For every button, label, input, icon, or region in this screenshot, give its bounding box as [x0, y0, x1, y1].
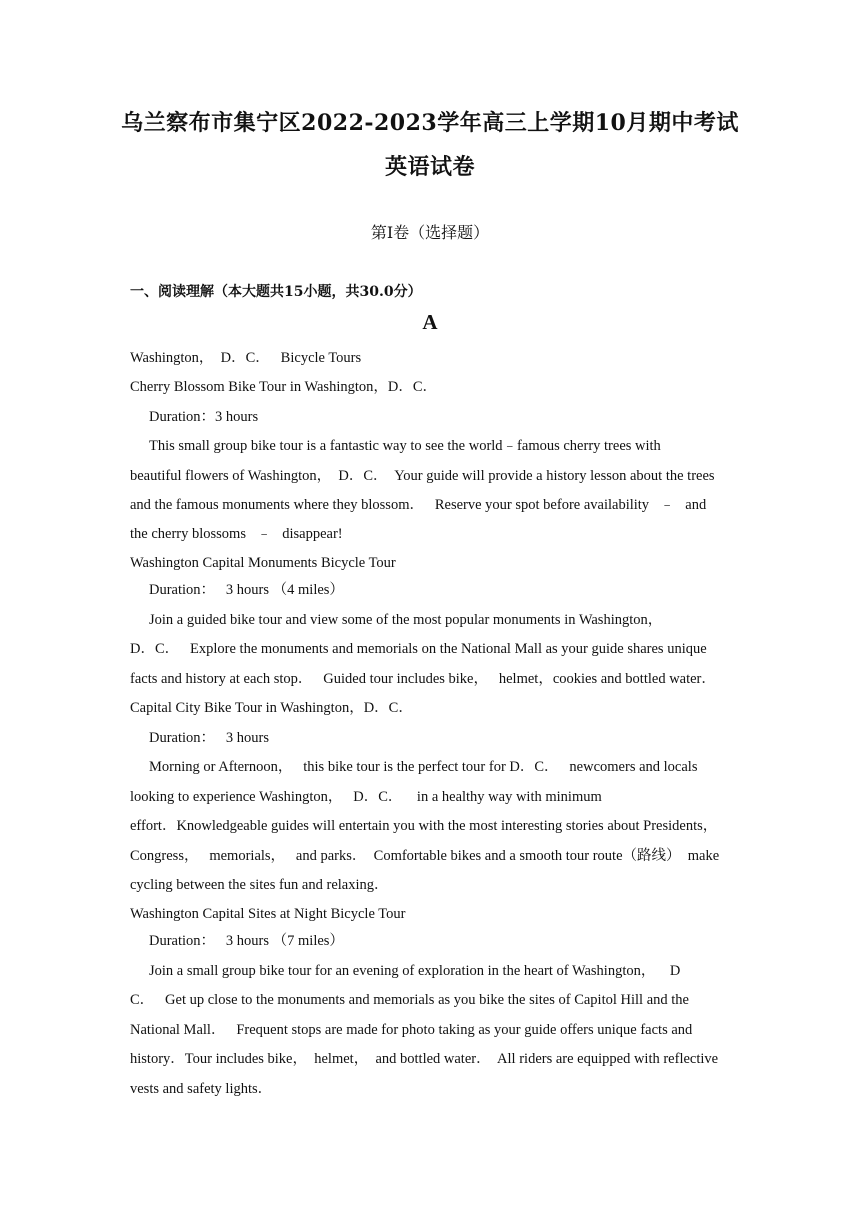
tour-name: Cherry Blossom Bike Tour in Washington，D．C． [130, 379, 438, 395]
passage-line: Morning or Afternoon， this bike tour is the perfect tour for D．C． newcomers and locals [149, 759, 698, 775]
section-title: 第Ⅰ卷（选择题） [370, 223, 490, 242]
passage-line: C． Get up close to the monuments and memorials as you bike the sites of Capitol Hill and the [130, 992, 689, 1008]
tour-name: Capital City Bike Tour in Washington，D．C． [130, 700, 413, 716]
tour-duration: Duration： 3 hours [149, 730, 270, 746]
passage-heading: Washington， D．C． Bicycle Tours [130, 350, 362, 366]
tour-name: Washington Capital Monuments Bicycle Tour [130, 555, 396, 571]
passage-line: Join a small group bike tour for an evening of exploration in the heart of Washington， D [149, 963, 681, 979]
passage-line: Congress， memorials， and parks． Comfortable bikes and a smooth tour route（路线） make [130, 848, 720, 864]
passage-line: the cherry blossoms ﹣ disappear! [130, 526, 343, 542]
tour-duration: Duration：3 hours [149, 409, 259, 425]
tour-duration: Duration： 3 hours （7 miles） [149, 933, 344, 949]
passage-line: Join a guided bike tour and view some of the most popular monuments in Washington， [149, 612, 663, 628]
passage-line: cycling between the sites fun and relaxing． [130, 877, 389, 893]
exam-title: 乌兰察布市集宁区2022-2023学年高三上学期10月期中考试 [121, 110, 739, 136]
passage-line: and the famous monuments where they blossom． Reserve your spot before availability ﹣ and [130, 497, 707, 513]
passage-line: This small group bike tour is a fantastic way to see the world﹣famous cherry trees with [149, 438, 661, 454]
passage-line: D．C． Explore the monuments and memorials on the National Mall as your guide shares unique [130, 641, 707, 657]
passage-line: facts and history at each stop． Guided tour includes bike， helmet，cookies and bottled water． [130, 671, 716, 687]
tour-duration: Duration： 3 hours （4 miles） [149, 582, 344, 598]
passage-label: A [422, 310, 438, 334]
passage-line: looking to experience Washington， D．C． in a healthy way with minimum [130, 789, 602, 805]
exam-subtitle: 英语试卷 [384, 154, 475, 180]
part-heading: 一、阅读理解（本大题共15小题，共30.0分） [130, 284, 422, 300]
passage-line: history．Tour includes bike， helmet， and bottled water． All riders are equipped with reflective [130, 1051, 719, 1067]
passage-line: vests and safety lights． [130, 1081, 273, 1097]
passage-line: beautiful flowers of Washington， D．C． Your guide will provide a history lesson about the trees [130, 468, 715, 484]
passage-line: effort．Knowledgeable guides will entertain you with the most interesting stories about Presidents， [130, 818, 718, 834]
tour-name: Washington Capital Sites at Night Bicycle Tour [130, 906, 406, 922]
passage-line: National Mall． Frequent stops are made for photo taking as your guide offers unique facts and [130, 1022, 693, 1038]
